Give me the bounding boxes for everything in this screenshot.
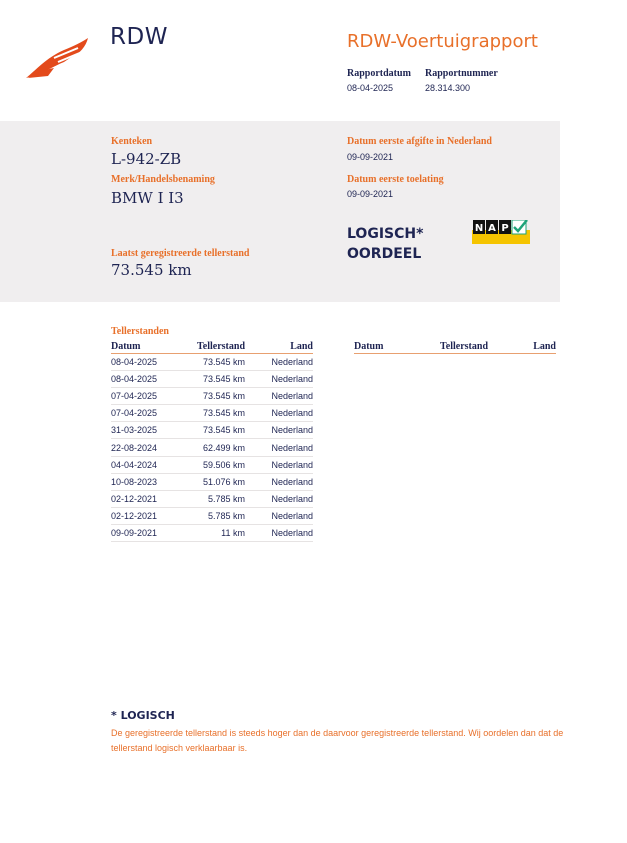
col-odometer: Tellerstand <box>197 341 245 352</box>
col-date: Datum <box>111 341 141 352</box>
odometer-table-continued <box>354 341 556 354</box>
row-odometer: 5.785 km <box>207 493 245 504</box>
row-date: 07-04-2025 <box>111 391 158 402</box>
nap-letter-p: P <box>501 223 509 234</box>
row-country: Nederland <box>271 493 313 504</box>
nap-badge-icon <box>472 220 530 244</box>
row-country: Nederland <box>271 391 313 402</box>
footnote-text: De geregistreerde tellerstand is steeds hoger dan de daarvoor geregistreerde tellerstand. Wij oordelen dan dat de tellerstand logisch verklaarbaar is. <box>111 728 564 753</box>
plate-label: Kenteken <box>111 136 153 147</box>
table-header-continued <box>354 341 556 354</box>
nap-letter-n: N <box>474 223 484 234</box>
make-label: Merk/Handelsbenaming <box>111 174 215 185</box>
first-issue-value: 09-09-2021 <box>347 152 394 162</box>
row-country: Nederland <box>271 459 313 470</box>
row-date: 08-04-2025 <box>111 374 158 385</box>
table-row <box>111 388 313 405</box>
row-country: Nederland <box>271 442 313 453</box>
first-issue-label: Datum eerste afgifte in Nederland <box>347 136 492 147</box>
vehicle-summary-panel <box>0 121 560 302</box>
odometer-value: 73.545 km <box>111 261 192 279</box>
report-date-value: 08-04-2025 <box>347 83 394 93</box>
row-country: Nederland <box>271 476 313 487</box>
row-date: 02-12-2021 <box>111 510 158 521</box>
first-admission-label: Datum eerste toelating <box>347 174 444 185</box>
panel-notch <box>0 287 75 303</box>
row-odometer: 62.499 km <box>202 442 245 453</box>
verdict <box>347 224 423 264</box>
row-date: 04-04-2024 <box>111 459 158 470</box>
row-odometer: 73.545 km <box>202 391 245 402</box>
col-odometer-continued: Tellerstand <box>440 341 488 352</box>
report-title: RDW-Voertuigrapport <box>347 31 538 52</box>
table-row <box>111 457 313 474</box>
odometer-table <box>111 341 313 542</box>
row-country: Nederland <box>271 357 313 368</box>
row-date: 07-04-2025 <box>111 408 158 419</box>
row-date: 10-08-2023 <box>111 476 158 487</box>
report-number-label: Rapportnummer <box>425 68 498 79</box>
logo-text: RDW <box>110 24 168 50</box>
row-date: 22-08-2024 <box>111 442 158 453</box>
row-country: Nederland <box>271 425 313 436</box>
row-date: 02-12-2021 <box>111 493 158 504</box>
nap-letter-a: A <box>488 223 496 234</box>
row-country: Nederland <box>271 374 313 385</box>
table-row <box>111 508 313 525</box>
odometer-label: Laatst geregistreerde tellerstand <box>111 248 250 259</box>
col-country-continued: Land <box>533 341 556 352</box>
table-row <box>111 491 313 508</box>
table-row <box>111 474 313 491</box>
rdw-logo-icon <box>24 36 90 80</box>
row-date: 31-03-2025 <box>111 425 158 436</box>
table-row <box>111 371 313 388</box>
table-row <box>111 525 313 542</box>
table-header <box>111 341 313 354</box>
row-odometer: 73.545 km <box>202 425 245 436</box>
first-admission-value: 09-09-2021 <box>347 189 394 199</box>
plate-value: L-942-ZB <box>111 150 182 168</box>
row-date: 09-09-2021 <box>111 527 158 538</box>
report-number-value: 28.314.300 <box>425 83 471 93</box>
row-odometer: 59.506 km <box>202 459 245 470</box>
row-odometer: 5.785 km <box>207 510 245 521</box>
make-value: BMW I I3 <box>111 189 184 207</box>
table-row <box>111 439 313 456</box>
table-body <box>111 354 313 542</box>
table-row <box>111 354 313 371</box>
report-date-label: Rapportdatum <box>347 68 411 79</box>
verdict-line2: OORDEEL <box>347 246 422 262</box>
row-odometer: 73.545 km <box>202 374 245 385</box>
col-country: Land <box>290 341 313 352</box>
table-row <box>111 422 313 439</box>
row-odometer: 11 km <box>221 527 245 538</box>
row-country: Nederland <box>271 510 313 521</box>
row-odometer: 51.076 km <box>202 476 245 487</box>
odometer-section-title: Tellerstanden <box>111 326 169 337</box>
row-country: Nederland <box>271 408 313 419</box>
verdict-line1: LOGISCH* <box>347 226 424 242</box>
row-country: Nederland <box>271 527 313 538</box>
col-date-continued: Datum <box>354 341 384 352</box>
row-odometer: 73.545 km <box>202 357 245 368</box>
table-row <box>111 405 313 422</box>
row-odometer: 73.545 km <box>202 408 245 419</box>
row-date: 08-04-2025 <box>111 357 158 368</box>
footnote-title: * LOGISCH <box>111 709 175 722</box>
